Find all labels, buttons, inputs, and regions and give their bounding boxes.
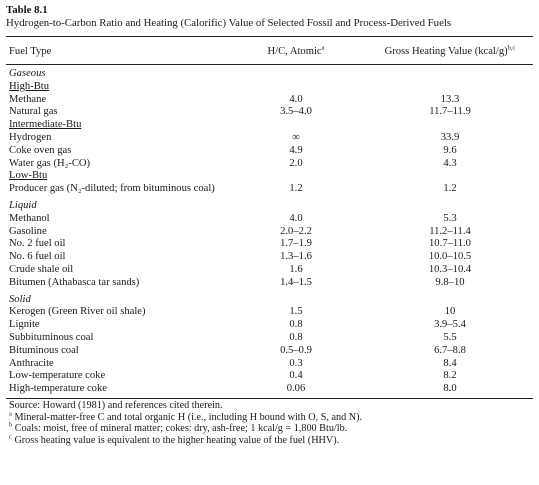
hc-ratio-cell: 1.3–1.6 xyxy=(280,251,312,263)
fuel-name-cell: Methane xyxy=(9,93,47,105)
fuel-name-cell: Hydrogen xyxy=(9,131,52,143)
hc-ratio-cell: 1.6 xyxy=(289,263,303,275)
heating-value-cell: 8.2 xyxy=(443,370,457,382)
footnote-c-mark: c xyxy=(9,433,12,441)
table-row xyxy=(6,264,533,277)
fuel-name-cell: Methanol xyxy=(9,212,50,224)
table-row xyxy=(6,183,533,196)
header-fuel-type: Fuel Type xyxy=(9,46,52,57)
heating-value-cell: 3.9–5.4 xyxy=(434,319,466,331)
footnote-c xyxy=(9,435,533,447)
hc-ratio-cell: 0.8 xyxy=(289,331,303,343)
table-row xyxy=(6,332,533,345)
section-row xyxy=(6,68,533,81)
heating-value-cell: 10.7–11.0 xyxy=(429,238,471,250)
table-caption: Hydrogen-to-Carbon Ratio and Heating (Calorific) Value of Selected Fossil and Process-Derived Fuels xyxy=(6,17,452,29)
table-notes xyxy=(6,400,533,446)
table-row xyxy=(6,370,533,383)
table-container xyxy=(6,4,533,446)
table-row xyxy=(6,94,533,107)
hc-ratio-cell: 1.4–1.5 xyxy=(280,276,312,288)
heating-value-cell: 4.3 xyxy=(443,157,457,169)
hc-ratio-cell: 0.4 xyxy=(289,370,303,382)
fuel-name-cell: Natural gas xyxy=(9,106,58,118)
table-header xyxy=(6,37,533,64)
header-hc-ratio xyxy=(243,46,349,57)
header-heating-footnote-mark: b,c xyxy=(507,44,516,52)
fuel-name-cell: No. 2 fuel oil xyxy=(9,238,66,250)
subsection-title: Intermediate-Btu xyxy=(9,119,82,131)
heating-value-cell: 10 xyxy=(444,306,456,318)
hc-ratio-cell: 1.5 xyxy=(289,306,303,318)
fuel-name-cell: Anthracite xyxy=(9,357,54,369)
hc-ratio-cell: 4.0 xyxy=(289,93,303,105)
heating-value-cell: 8.0 xyxy=(443,383,457,395)
footnote-b-text: Coals: moist, free of mineral matter; cokes: dry, ash-free; 1 kcal/g = 1,800 Btu/lb. xyxy=(12,423,348,435)
heating-value-cell: 8.4 xyxy=(443,357,457,369)
table-row xyxy=(6,306,533,319)
footnote-a-mark: a xyxy=(9,410,12,418)
hc-ratio-cell: 1.7–1.9 xyxy=(280,238,312,250)
fuel-name-cell: Bitumen (Athabasca tar sands) xyxy=(9,276,140,288)
fuel-name-cell: Water gas (H₂-CO) xyxy=(9,157,91,169)
heating-value-cell: 1.2 xyxy=(443,183,457,195)
header-hc-label: H/C, Atomic xyxy=(267,46,322,57)
hc-ratio-cell: 0.3 xyxy=(289,357,303,369)
table-row xyxy=(6,251,533,264)
fuel-name-cell: Low-temperature coke xyxy=(9,370,106,382)
heating-value-cell: 5.3 xyxy=(443,212,457,224)
fuel-name-cell: Lignite xyxy=(9,319,40,331)
table-row xyxy=(6,226,533,239)
hc-ratio-cell: 4.9 xyxy=(289,144,303,156)
fuel-name-cell: No. 6 fuel oil xyxy=(9,251,66,263)
table-number: Table 8.1 xyxy=(6,4,48,16)
heating-value-cell: 9.8–10 xyxy=(435,276,465,288)
table-row xyxy=(6,319,533,332)
heating-value-cell: 13.3 xyxy=(440,93,460,105)
table-body xyxy=(6,68,533,396)
header-heating-value xyxy=(367,46,533,57)
header-heating-label: Gross Heating Value (kcal/g) xyxy=(384,46,508,57)
hc-ratio-cell: 3.5–4.0 xyxy=(280,106,312,118)
table-row xyxy=(6,238,533,251)
subsection-row xyxy=(6,119,533,132)
heating-value-cell: 11.7–11.9 xyxy=(429,106,471,118)
section-title: Liquid xyxy=(9,199,37,211)
hc-ratio-cell: 0.8 xyxy=(289,319,303,331)
heating-value-cell: 6.7–8.8 xyxy=(434,344,466,356)
bottom-rule xyxy=(6,398,533,399)
heating-value-cell: 9.6 xyxy=(443,144,457,156)
section-row xyxy=(6,294,533,307)
subsection-title: High-Btu xyxy=(9,80,50,92)
section-title: Solid xyxy=(9,293,31,305)
hc-ratio-cell: 2.0 xyxy=(289,157,303,169)
fuel-name-cell: Kerogen (Green River oil shale) xyxy=(9,306,146,318)
subsection-title: Low-Btu xyxy=(9,170,48,182)
footnote-a-text: Mineral-matter-free C and total organic H (i.e., including H bound with O, S, and N). xyxy=(11,411,363,423)
fuel-name-cell: Gasoline xyxy=(9,225,47,237)
header-hc-footnote-mark: a xyxy=(321,44,325,52)
section-title: Gaseous xyxy=(9,68,46,79)
hc-ratio-cell: 2.0–2.2 xyxy=(280,225,312,237)
section-row xyxy=(6,200,533,213)
table-row xyxy=(6,145,533,158)
heating-value-cell: 33.9 xyxy=(440,131,460,143)
hc-ratio-cell: 4.0 xyxy=(289,212,303,224)
fuel-name-cell: Subbituminous coal xyxy=(9,331,94,343)
subsection-row xyxy=(6,81,533,94)
hc-ratio-cell: 1.2 xyxy=(289,183,303,195)
table-row xyxy=(6,132,533,145)
table-row xyxy=(6,106,533,119)
footnote-b-mark: b xyxy=(9,421,13,429)
source-note: Source: Howard (1981) and references cited therein. xyxy=(9,399,223,411)
fuel-name-cell: Bituminous coal xyxy=(9,344,79,356)
subsection-row xyxy=(6,170,533,183)
hc-ratio-cell: ∞ xyxy=(292,131,300,143)
table-row xyxy=(6,213,533,226)
footnote-b xyxy=(9,423,533,435)
table-row xyxy=(6,345,533,358)
heating-value-cell: 10.3–10.4 xyxy=(428,263,472,275)
heating-value-cell: 10.0–10.5 xyxy=(428,251,472,263)
fuel-name-cell: High-temperature coke xyxy=(9,383,107,395)
heating-value-cell: 11.2–11.4 xyxy=(429,225,471,237)
heating-value-cell: 5.5 xyxy=(443,331,457,343)
fuel-name-cell: Producer gas (N₂-diluted; from bituminous coal) xyxy=(9,183,215,195)
fuel-name-cell: Coke oven gas xyxy=(9,144,72,156)
table-row xyxy=(6,277,533,290)
hc-ratio-cell: 0.5–0.9 xyxy=(280,344,312,356)
footnote-a xyxy=(9,412,533,424)
table-row xyxy=(6,158,533,171)
table-row xyxy=(6,358,533,371)
hc-ratio-cell: 0.06 xyxy=(286,383,306,395)
footnote-c-text: Gross heating value is equivalent to the higher heating value of the fuel (HHV). xyxy=(11,434,340,446)
table-row xyxy=(6,383,533,396)
fuel-name-cell: Crude shale oil xyxy=(9,263,74,275)
